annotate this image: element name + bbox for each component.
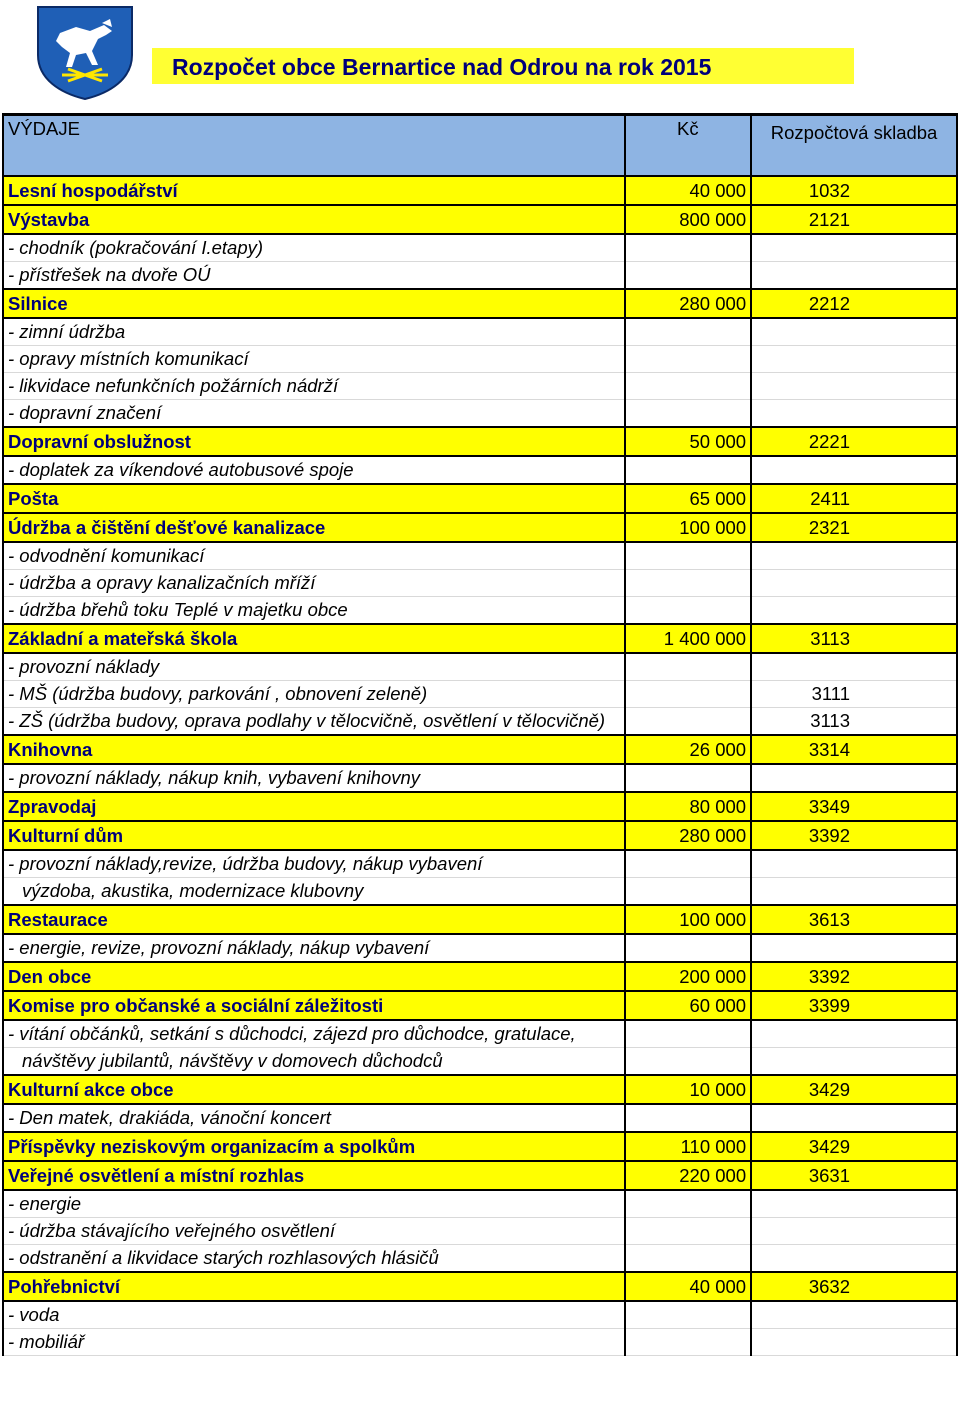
item-row <box>3 456 957 484</box>
row-text: návštěvy jubilantů, návštěvy v domovech důchodců <box>22 1050 443 1071</box>
table-header-row <box>3 115 957 177</box>
amount-cell: 100 000 <box>625 905 752 934</box>
amount-cell <box>625 1245 752 1273</box>
amount-cell: 110 000 <box>625 1132 752 1161</box>
amount-cell: 50 000 <box>625 427 752 456</box>
row-text: Lesní hospodářství <box>8 179 178 201</box>
amount-cell: 280 000 <box>625 289 752 318</box>
budget-code-cell <box>751 373 957 400</box>
category-row <box>3 1132 957 1161</box>
item-label <box>3 708 625 736</box>
amount-cell: 10 000 <box>625 1075 752 1104</box>
item-label <box>3 400 625 428</box>
item-label <box>3 934 625 962</box>
item-row <box>3 850 957 878</box>
category-label <box>3 1132 625 1161</box>
category-row <box>3 735 957 764</box>
amount-cell: 200 000 <box>625 962 752 991</box>
item-label <box>3 1104 625 1132</box>
category-row <box>3 427 957 456</box>
row-text: Kulturní dům <box>8 824 124 846</box>
budget-code-cell <box>751 878 957 906</box>
budget-code-cell: 3392 <box>751 821 957 850</box>
budget-code-cell <box>751 346 957 373</box>
item-row <box>3 1020 957 1048</box>
budget-code-cell <box>751 570 957 597</box>
category-row <box>3 1161 957 1190</box>
row-text: - dopravní značení <box>8 402 162 423</box>
amount-cell <box>625 262 752 290</box>
budget-code-cell <box>751 318 957 346</box>
category-row <box>3 289 957 318</box>
amount-cell: 1 400 000 <box>625 624 752 653</box>
category-label <box>3 1075 625 1104</box>
category-label <box>3 962 625 991</box>
category-label <box>3 735 625 764</box>
row-text: Komise pro občanské a sociální záležitosti <box>8 994 384 1016</box>
budget-code-cell: 3111 <box>751 681 957 708</box>
budget-code-cell <box>751 234 957 262</box>
item-row <box>3 1190 957 1218</box>
row-text: Restaurace <box>8 908 108 930</box>
page-title: Rozpočet obce Bernartice nad Odrou na rok 2015 <box>172 54 712 80</box>
amount-cell <box>625 1301 752 1329</box>
budget-code-cell: 3399 <box>751 991 957 1020</box>
budget-code-cell: 2411 <box>751 484 957 513</box>
amount-cell: 280 000 <box>625 821 752 850</box>
category-label <box>3 792 625 821</box>
amount-cell: 26 000 <box>625 735 752 764</box>
row-text: - odstranění a likvidace starých rozhlasových hlásičů <box>8 1247 439 1268</box>
budget-code-cell <box>751 1329 957 1356</box>
category-row <box>3 1272 957 1301</box>
item-label <box>3 456 625 484</box>
amount-cell: 80 000 <box>625 792 752 821</box>
category-row <box>3 962 957 991</box>
amount-cell <box>625 373 752 400</box>
row-text: - zimní údržba <box>8 321 126 342</box>
item-row <box>3 1301 957 1329</box>
item-row <box>3 764 957 792</box>
category-label <box>3 289 625 318</box>
amount-cell: 40 000 <box>625 1272 752 1301</box>
row-text: Dopravní obslužnost <box>8 430 191 452</box>
item-row <box>3 373 957 400</box>
item-label <box>3 262 625 290</box>
row-text: Den obce <box>8 965 92 987</box>
category-row <box>3 624 957 653</box>
category-label <box>3 991 625 1020</box>
category-row <box>3 176 957 205</box>
item-label <box>3 373 625 400</box>
title-bar <box>152 48 854 84</box>
column-header-kc: Kč <box>625 115 752 177</box>
amount-cell: 40 000 <box>625 176 752 205</box>
item-row <box>3 653 957 681</box>
row-text: Silnice <box>8 292 68 314</box>
row-text: - mobiliář <box>8 1331 85 1352</box>
row-text: Výstavba <box>8 208 90 230</box>
category-label <box>3 1272 625 1301</box>
category-row <box>3 513 957 542</box>
row-text: - chodník (pokračování I.etapy) <box>8 237 264 258</box>
budget-code-cell <box>751 850 957 878</box>
category-label <box>3 1161 625 1190</box>
budget-code-cell: 2121 <box>751 205 957 234</box>
budget-code-cell: 3113 <box>751 708 957 736</box>
budget-code-cell <box>751 542 957 570</box>
row-text: výzdoba, akustika, modernizace klubovny <box>22 880 364 901</box>
item-label <box>3 1048 625 1076</box>
item-row <box>3 1329 957 1356</box>
item-label <box>3 318 625 346</box>
budget-code-cell: 3392 <box>751 962 957 991</box>
row-text: Údržba a čištění dešťové kanalizace <box>8 516 326 538</box>
budget-code-cell: 1032 <box>751 176 957 205</box>
budget-code-cell: 2321 <box>751 513 957 542</box>
row-text: Příspěvky neziskovým organizacím a spolkům <box>8 1135 416 1157</box>
item-row <box>3 878 957 906</box>
amount-cell <box>625 570 752 597</box>
budget-code-cell <box>751 764 957 792</box>
item-row <box>3 1245 957 1273</box>
amount-cell <box>625 681 752 708</box>
row-text: - údržba stávajícího veřejného osvětlení <box>8 1220 336 1241</box>
item-row <box>3 1218 957 1245</box>
item-row <box>3 400 957 428</box>
item-label <box>3 878 625 906</box>
budget-code-cell: 3113 <box>751 624 957 653</box>
amount-cell: 60 000 <box>625 991 752 1020</box>
item-row <box>3 542 957 570</box>
budget-code-cell <box>751 456 957 484</box>
budget-code-cell: 3314 <box>751 735 957 764</box>
amount-cell: 100 000 <box>625 513 752 542</box>
row-text: Pošta <box>8 487 59 509</box>
row-text: - přístřešek na dvoře OÚ <box>8 264 211 285</box>
category-row <box>3 205 957 234</box>
category-label <box>3 484 625 513</box>
budget-code-cell: 3613 <box>751 905 957 934</box>
row-text: - Den matek, drakiáda, vánoční koncert <box>8 1107 331 1128</box>
column-header-rozpoctova-skladba: Rozpočtová skladba <box>751 115 957 177</box>
item-label <box>3 1301 625 1329</box>
budget-code-cell <box>751 1020 957 1048</box>
budget-code-cell <box>751 1104 957 1132</box>
amount-cell <box>625 1329 752 1356</box>
item-label <box>3 1245 625 1273</box>
item-label <box>3 653 625 681</box>
budget-code-cell: 3632 <box>751 1272 957 1301</box>
item-row <box>3 1048 957 1076</box>
row-text: - opravy místních komunikací <box>8 348 249 369</box>
budget-code-cell <box>751 1218 957 1245</box>
category-label <box>3 513 625 542</box>
row-text: - energie, revize, provozní náklady, nákup vybavení <box>8 937 430 958</box>
row-text: - energie <box>8 1193 82 1214</box>
amount-cell <box>625 346 752 373</box>
row-text: - doplatek za víkendové autobusové spoje <box>8 459 354 480</box>
row-text: - provozní náklady,revize, údržba budovy, nákup vybavení <box>8 853 483 874</box>
budget-code-cell: 3349 <box>751 792 957 821</box>
item-label <box>3 234 625 262</box>
amount-cell <box>625 597 752 625</box>
row-text: - provozní náklady <box>8 656 160 677</box>
budget-code-cell: 3429 <box>751 1075 957 1104</box>
amount-cell <box>625 234 752 262</box>
budget-code-cell <box>751 934 957 962</box>
amount-cell <box>625 542 752 570</box>
amount-cell <box>625 1218 752 1245</box>
item-row <box>3 262 957 290</box>
amount-cell <box>625 1104 752 1132</box>
category-row <box>3 484 957 513</box>
budget-code-cell <box>751 262 957 290</box>
item-row <box>3 234 957 262</box>
budget-code-cell: 2221 <box>751 427 957 456</box>
item-row <box>3 708 957 736</box>
item-label <box>3 570 625 597</box>
amount-cell <box>625 708 752 736</box>
item-label <box>3 1020 625 1048</box>
category-label <box>3 624 625 653</box>
column-header-vydaje: VÝDAJE <box>3 115 625 177</box>
row-text: Zpravodaj <box>8 795 97 817</box>
category-row <box>3 821 957 850</box>
row-text: - voda <box>8 1304 60 1325</box>
category-label <box>3 427 625 456</box>
item-label <box>3 1329 625 1356</box>
category-row <box>3 905 957 934</box>
category-label <box>3 821 625 850</box>
row-text: Kulturní akce obce <box>8 1078 174 1100</box>
amount-cell: 220 000 <box>625 1161 752 1190</box>
item-label <box>3 681 625 708</box>
category-label <box>3 205 625 234</box>
item-label <box>3 764 625 792</box>
amount-cell <box>625 878 752 906</box>
category-label <box>3 905 625 934</box>
row-text: - údržba břehů toku Teplé v majetku obce <box>8 599 348 620</box>
item-label <box>3 597 625 625</box>
item-label <box>3 1218 625 1245</box>
category-row <box>3 991 957 1020</box>
row-text: - likvidace nefunkčních požárních nádrží <box>8 375 339 396</box>
category-row <box>3 1075 957 1104</box>
item-row <box>3 318 957 346</box>
budget-code-cell <box>751 1301 957 1329</box>
row-text: Veřejné osvětlení a místní rozhlas <box>8 1164 305 1186</box>
item-label <box>3 850 625 878</box>
amount-cell <box>625 764 752 792</box>
row-text: Pohřebnictví <box>8 1275 121 1297</box>
row-text: Knihovna <box>8 738 93 760</box>
budget-table <box>2 113 958 1356</box>
item-row <box>3 1104 957 1132</box>
budget-code-cell <box>751 597 957 625</box>
amount-cell <box>625 1048 752 1076</box>
row-text: - ZŠ (údržba budovy, oprava podlahy v tělocvičně, osvětlení v tělocvičně) <box>8 710 606 731</box>
budget-code-cell: 2212 <box>751 289 957 318</box>
item-row <box>3 597 957 625</box>
item-label <box>3 542 625 570</box>
budget-code-cell <box>751 1190 957 1218</box>
coat-of-arms-horse-icon <box>32 3 138 101</box>
amount-cell <box>625 1020 752 1048</box>
budget-code-cell <box>751 1048 957 1076</box>
row-text: - odvodnění komunikací <box>8 545 205 566</box>
amount-cell: 800 000 <box>625 205 752 234</box>
amount-cell <box>625 934 752 962</box>
amount-cell <box>625 456 752 484</box>
amount-cell <box>625 653 752 681</box>
row-text: Základní a mateřská škola <box>8 627 238 649</box>
item-label <box>3 1190 625 1218</box>
item-row <box>3 570 957 597</box>
budget-code-cell: 3429 <box>751 1132 957 1161</box>
amount-cell: 65 000 <box>625 484 752 513</box>
row-text: - údržba a opravy kanalizačních mříží <box>8 572 316 593</box>
budget-code-cell <box>751 400 957 428</box>
row-text: - provozní náklady, nákup knih, vybavení knihovny <box>8 767 421 788</box>
row-text: - MŠ (údržba budovy, parkování , obnovení zeleně) <box>8 683 428 704</box>
budget-code-cell <box>751 1245 957 1273</box>
category-label <box>3 176 625 205</box>
amount-cell <box>625 850 752 878</box>
item-label <box>3 346 625 373</box>
amount-cell <box>625 400 752 428</box>
row-text: - vítání občánků, setkání s důchodci, zájezd pro důchodce, gratulace, <box>8 1023 576 1044</box>
budget-code-cell: 3631 <box>751 1161 957 1190</box>
amount-cell <box>625 1190 752 1218</box>
category-row <box>3 792 957 821</box>
amount-cell <box>625 318 752 346</box>
item-row <box>3 681 957 708</box>
budget-code-cell <box>751 653 957 681</box>
item-row <box>3 934 957 962</box>
item-row <box>3 346 957 373</box>
